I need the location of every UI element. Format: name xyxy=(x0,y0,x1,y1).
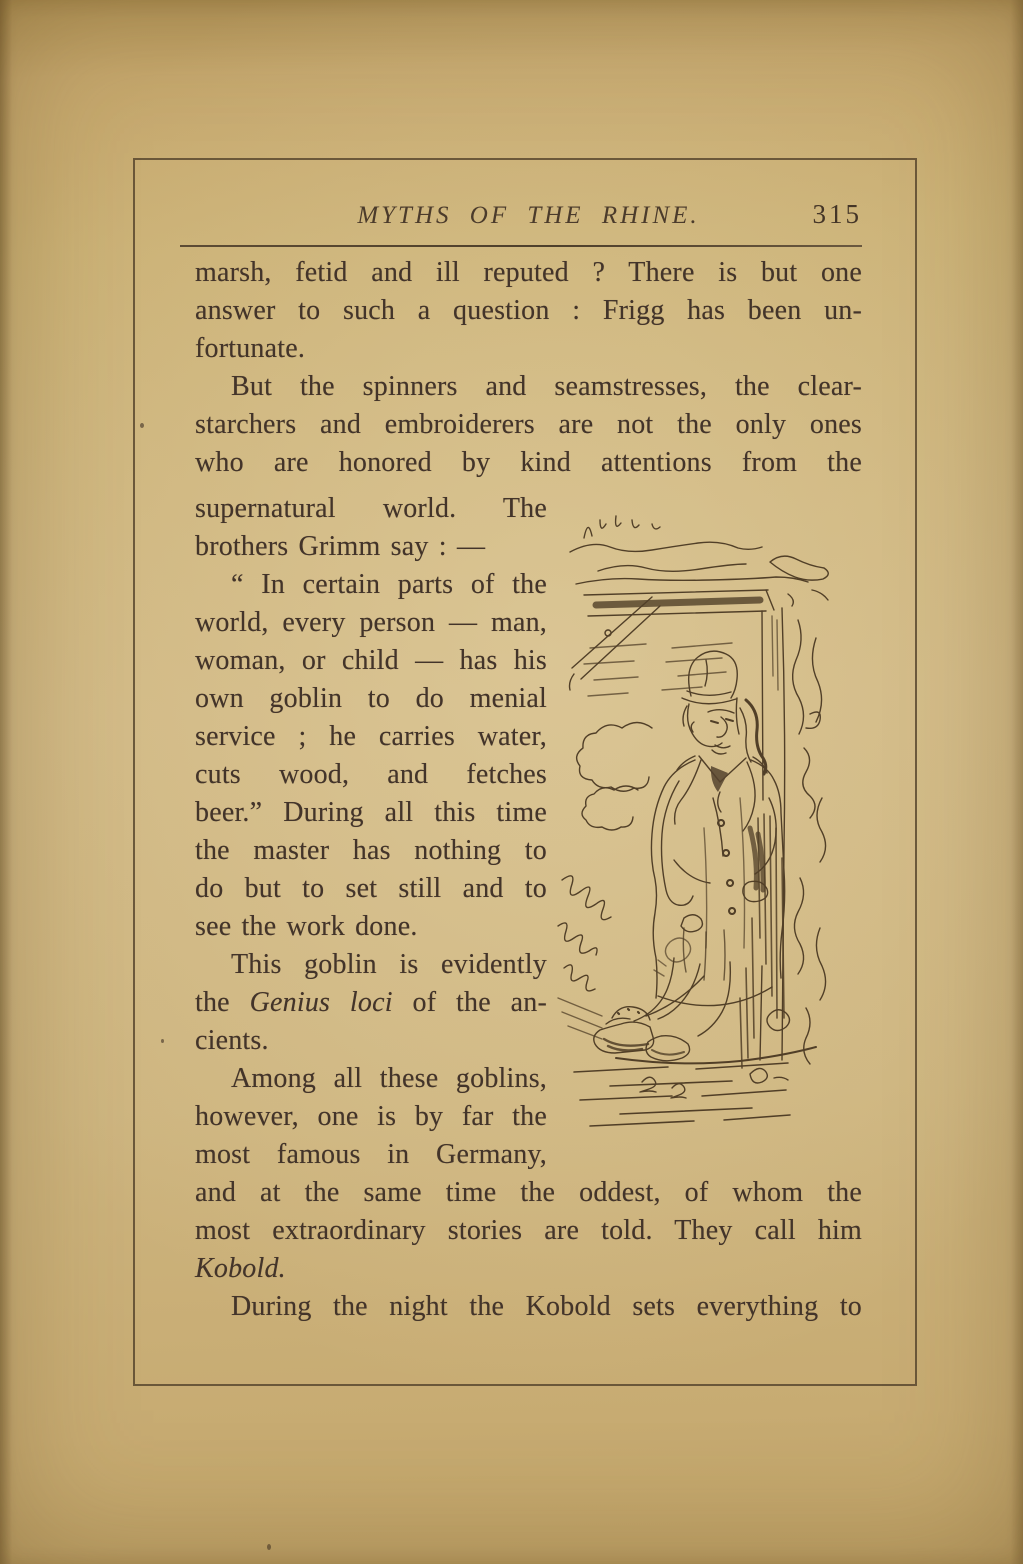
latin-phrase: Genius loci xyxy=(249,987,393,1018)
running-head xyxy=(195,198,862,234)
kobold-word: Kobold. xyxy=(195,1253,286,1284)
text-line: own goblin to do menial xyxy=(195,683,547,714)
text-line: cients. xyxy=(195,1025,269,1056)
text-line: marsh, fetid and ill reputed ? There is but one xyxy=(195,257,862,288)
text-line: supernatural world. The xyxy=(195,493,547,524)
text-line: But the spinners and seamstresses, the clear- xyxy=(231,371,862,402)
ink-speck xyxy=(267,1544,271,1550)
text-line: “ In certain parts of the xyxy=(231,569,547,600)
text-line: the Genius loci of the an- xyxy=(195,987,547,1018)
text-line: most extraordinary stories are told. They call him xyxy=(195,1215,862,1246)
text-line: Among all these goblins, xyxy=(231,1063,547,1094)
text-line: This goblin is evidently xyxy=(231,949,547,980)
text-line: however, one is by far the xyxy=(195,1101,547,1132)
text-line: and at the same time the oddest, of whom the xyxy=(195,1177,862,1208)
text-column xyxy=(195,482,547,1174)
body-text xyxy=(195,246,862,1326)
text-line: who are honored by kind attentions from the xyxy=(195,447,862,478)
text-line: beer.” During all this time xyxy=(195,797,547,828)
text-line xyxy=(195,1250,862,1288)
text-line: cuts wood, and fetches xyxy=(195,759,547,790)
text-line: do but to set still and to xyxy=(195,873,547,904)
kobold-illustration xyxy=(554,498,854,1138)
text-line: starchers and embroiderers are not the only ones xyxy=(195,409,862,440)
text-line: the master has nothing to xyxy=(195,835,547,866)
text-line: woman, or child — has his xyxy=(195,645,547,676)
ink-speck xyxy=(140,423,144,428)
text-line: answer to such a question : Frigg has been un- xyxy=(195,295,862,326)
text-line: brothers Grimm say : — xyxy=(195,531,486,562)
text-line: fortunate. xyxy=(195,333,306,364)
text-line: most famous in Germany, xyxy=(195,1139,547,1170)
ink-speck xyxy=(161,1039,164,1043)
text-line: world, every person — man, xyxy=(195,607,547,638)
text-and-illustration-row xyxy=(195,482,862,1174)
page-number: 315 xyxy=(812,199,862,229)
text-line: During the night the Kobold sets everything to xyxy=(231,1291,862,1322)
page-title: MYTHS OF THE RHINE. xyxy=(357,202,700,229)
text-line: service ; he carries water, xyxy=(195,721,547,752)
text-line: see the work done. xyxy=(195,911,418,942)
